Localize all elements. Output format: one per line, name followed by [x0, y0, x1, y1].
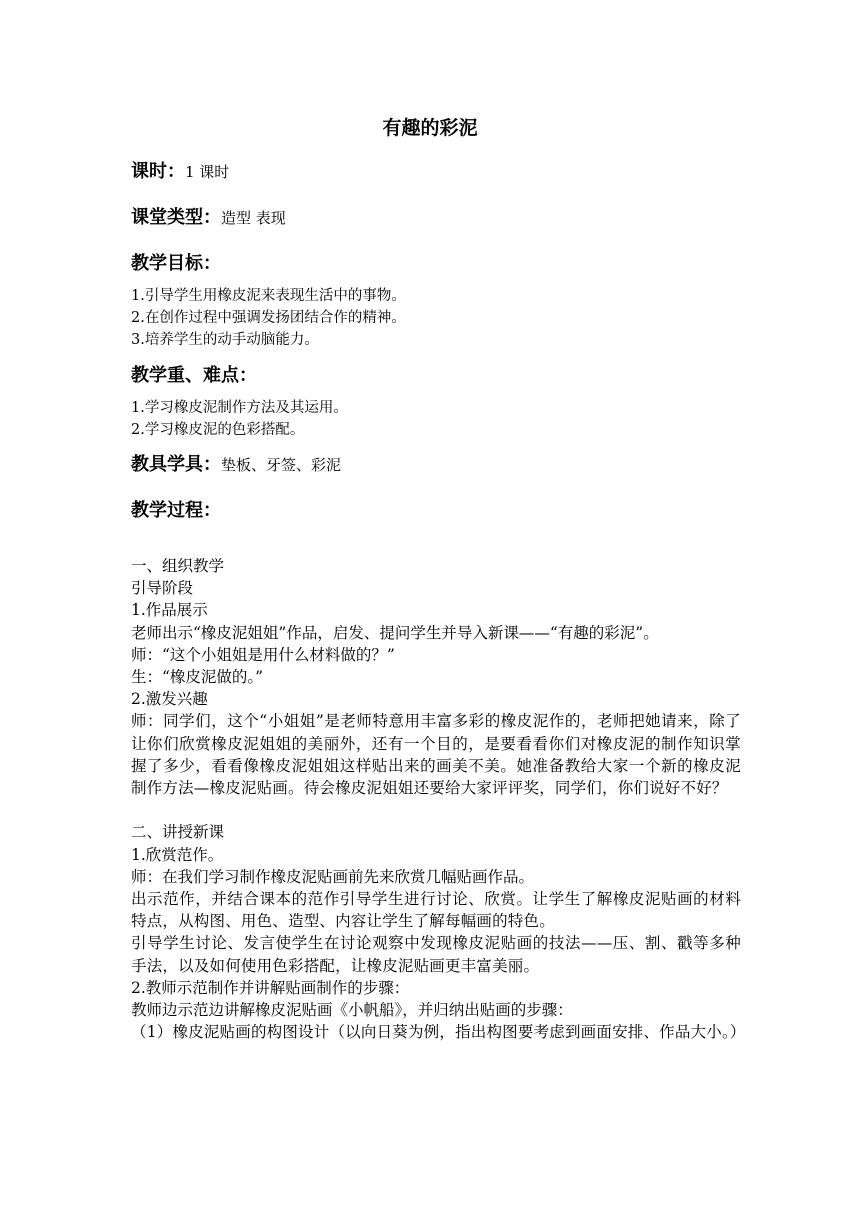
key-points-list	[131, 397, 348, 441]
objective-item: 1.引导学生用橡皮泥来表现生活中的事物。	[131, 288, 406, 304]
process-line: 1.欣赏范作。	[131, 845, 224, 864]
tools-field	[131, 454, 341, 476]
class-type-value: 造型 表现	[221, 209, 286, 227]
process-line: 师：“这个小姐姐是用什么材料做的？”	[131, 645, 395, 664]
period-value: 1 课时	[185, 163, 230, 181]
class-type-field	[131, 207, 286, 229]
class-type-label: 课堂类型：	[131, 207, 221, 228]
process-line: 2.激发兴趣	[131, 690, 208, 709]
process-paragraph: 出示范作，并结合课本的范作引导学生进行讨论、欣赏。让学生了解橡皮泥贴画的材料特点，从构图、用色、造型、内容让学生了解每幅画的特色。	[131, 890, 741, 931]
period-field	[131, 161, 229, 183]
tools-value: 垫板、牙签、彩泥	[221, 456, 342, 474]
process-line: 一、组织教学	[131, 557, 225, 575]
key-points-heading: 教学重、难点：	[131, 365, 257, 386]
objective-item: 3.培养学生的动手动脑能力。	[131, 332, 319, 348]
objectives-heading: 教学目标：	[131, 253, 221, 274]
blank-line	[131, 799, 741, 821]
period-label: 课时：	[131, 161, 185, 182]
objective-item: 2.在创作过程中强调发扬团结合作的精神。	[131, 310, 406, 326]
process-body	[131, 555, 746, 1043]
process-line: 生：“橡皮泥做的。”	[131, 668, 264, 687]
process-line: 教师边示范边讲解橡皮泥贴画《小帆船》，并归纳出贴画的步骤：	[131, 1001, 573, 1020]
process-line: 老师出示“橡皮泥姐姐”作品，启发、提问学生并导入新课——“有趣的彩泥”。	[131, 623, 659, 642]
key-point-item: 1.学习橡皮泥制作方法及其运用。	[131, 400, 348, 416]
process-line: 师：在我们学习制作橡皮泥贴画前先来欣赏几幅贴画作品。	[131, 867, 535, 886]
key-point-item: 2.学习橡皮泥的色彩搭配。	[131, 422, 305, 438]
process-paragraph: （1）橡皮泥贴画的构图设计（以向日葵为例，指出构图要考虑到画面安排、作品大小。）	[131, 1023, 746, 1042]
process-line: 2.教师示范制作并讲解贴画制作的步骤：	[131, 978, 410, 997]
document-title: 有趣的彩泥	[382, 117, 478, 139]
process-line: 引导阶段	[131, 579, 194, 598]
tools-label: 教具学具：	[131, 454, 221, 475]
process-line: 二、讲授新课	[131, 823, 225, 842]
process-line: 1.作品展示	[131, 601, 208, 620]
process-paragraph: 引导学生讨论、发言使学生在讨论观察中发现橡皮泥贴画的技法——压、割、戳等多种手法，以及如何使用色彩搭配，让橡皮泥贴画更丰富美丽。	[131, 934, 741, 975]
process-paragraph: 师：同学们，这个“小姐姐”是老师特意用丰富多彩的橡皮泥作的，老师把她请来，除了让你们欣赏橡皮泥姐姐的美丽外，还有一个目的，是要看看你们对橡皮泥的制作知识掌握了多少，看看像橡皮泥姐姐这样贴出来的画美不美。她准备教给大家一个新的橡皮泥制作方法—橡皮泥贴画。待会橡皮泥姐姐还要给大家评评奖，同学们，你们说好不好？	[131, 712, 741, 798]
objectives-list	[131, 285, 406, 351]
process-heading: 教学过程：	[131, 500, 221, 521]
